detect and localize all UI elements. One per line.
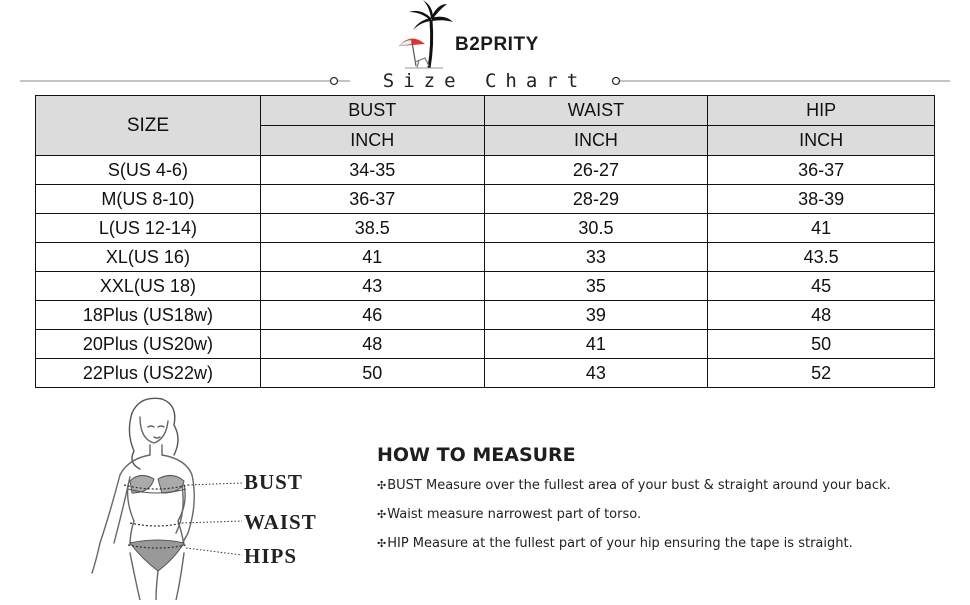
size-cell: L(US 12-14): [36, 214, 261, 243]
measurement-figure: [70, 393, 350, 600]
bust-header: BUST: [260, 96, 484, 126]
size-cell: 22Plus (US22w): [36, 359, 261, 388]
size-cell: 18Plus (US18w): [36, 301, 261, 330]
waist-cell: 33: [484, 243, 708, 272]
hip-cell: 41: [708, 214, 935, 243]
instruction-text-waist: Waist measure narrowest part of torso.: [387, 507, 642, 522]
bust-cell: 38.5: [260, 214, 484, 243]
hip-cell: 52: [708, 359, 935, 388]
table-row: [36, 272, 935, 301]
bust-cell: 36-37: [260, 185, 484, 214]
hip-unit: INCH: [708, 126, 935, 156]
size-cell: M(US 8-10): [36, 185, 261, 214]
instruction-text-hip: HIP Measure at the fullest part of your hip ensuring the tape is straight.: [387, 536, 853, 551]
waist-header: WAIST: [484, 96, 708, 126]
waist-cell: 43: [484, 359, 708, 388]
table-row: [36, 214, 935, 243]
bust-unit: INCH: [260, 126, 484, 156]
waist-cell: 30.5: [484, 214, 708, 243]
bullet-icon: ✣: [377, 537, 387, 550]
table-row: [36, 359, 935, 388]
waist-cell: 28-29: [484, 185, 708, 214]
waist-unit: INCH: [484, 126, 708, 156]
hip-cell: 48: [708, 301, 935, 330]
table-row: [36, 185, 935, 214]
waist-cell: 39: [484, 301, 708, 330]
body-outline-illustration: [70, 393, 350, 600]
waist-cell: 41: [484, 330, 708, 359]
size-header: SIZE: [36, 96, 261, 156]
table-row: [36, 301, 935, 330]
table-row: [36, 243, 935, 272]
hip-cell: 38-39: [708, 185, 935, 214]
table-row: [36, 330, 935, 359]
hip-cell: 45: [708, 272, 935, 301]
how-to-measure-section: [377, 444, 957, 565]
bullet-icon: ✣: [377, 508, 387, 521]
instruction-item: [377, 478, 957, 507]
brand-logo: [395, 0, 565, 72]
bust-cell: 34-35: [260, 156, 484, 185]
size-cell: XL(US 16): [36, 243, 261, 272]
bullet-icon: ✣: [377, 479, 387, 492]
instruction-item: [377, 507, 957, 536]
hip-cell: 43.5: [708, 243, 935, 272]
waist-cell: 26-27: [484, 156, 708, 185]
size-cell: S(US 4-6): [36, 156, 261, 185]
instruction-text-bust: BUST Measure over the fullest area of your bust & straight around your back.: [387, 478, 891, 493]
figure-label-bust: BUST: [244, 470, 303, 494]
palm-tree-logo-icon: [395, 0, 455, 72]
table-row: [36, 156, 935, 185]
bust-cell: 41: [260, 243, 484, 272]
waist-cell: 35: [484, 272, 708, 301]
brand-name: B2PRITY: [455, 34, 539, 55]
hip-header: HIP: [708, 96, 935, 126]
bust-cell: 50: [260, 359, 484, 388]
size-cell: XXL(US 18): [36, 272, 261, 301]
size-chart-table: [35, 95, 935, 388]
how-to-measure-title: HOW TO MEASURE: [377, 444, 576, 466]
instruction-item: [377, 536, 957, 565]
bust-cell: 48: [260, 330, 484, 359]
bust-cell: 46: [260, 301, 484, 330]
hip-cell: 50: [708, 330, 935, 359]
figure-label-waist: WAIST: [244, 510, 317, 534]
bust-cell: 43: [260, 272, 484, 301]
hip-cell: 36-37: [708, 156, 935, 185]
size-chart-title: Size Chart: [382, 70, 588, 92]
figure-label-hips: HIPS: [244, 544, 298, 568]
size-cell: 20Plus (US20w): [36, 330, 261, 359]
